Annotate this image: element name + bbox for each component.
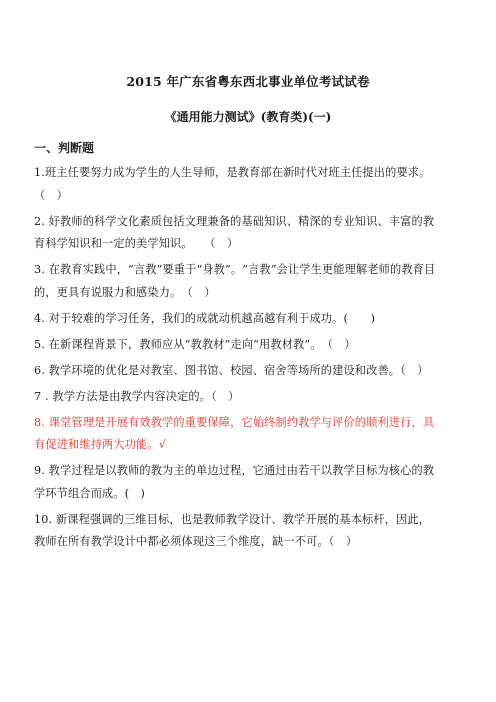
question-text: 9. 教学过程是以教师的教为主的单边过程，它通过由若干以教学目标为核心的教学环节组合而成。( ) [34,464,435,500]
check-mark: √ [158,438,166,451]
question-item [34,509,440,554]
question-text: 8. 课堂管理是开展有效教学的重要保障，它始终制约教学与评价的顺利进行，具有促进和维持两大功能。 [34,415,435,451]
document-subtitle: 《通用能力测试》(教育类)(一) [164,110,332,124]
document-title: 2015 年广东省粤东西北事业单位考试试卷 [126,74,370,89]
question-item [34,334,440,357]
question-item [34,460,440,505]
question-text: 4. 对于较难的学习任务，我们的成就动机越高越有利于成功。( ) [34,311,376,325]
question-item [34,162,440,207]
question-list [34,162,440,557]
question-text: 3. 在教育实践中，“言教”要重于“身教”。“言教”会让学生更能理解老师的教育目的，更具有说服力和感染力。 （ ） [34,263,436,299]
question-item-highlighted [34,412,440,457]
question-item [34,386,440,409]
question-text: 5. 在新课程背景下，教师应从“教教材”走向“用教材教”。 （ ） [34,337,356,351]
question-item [34,308,440,331]
question-item [34,259,440,304]
question-text: 10. 新课程强调的三维目标，也是教师教学设计、教学开展的基本标杆，因此，教师在所有教学设计中都必须体现这三个维度，缺一不可。（ ） [34,512,431,548]
question-item [34,211,440,256]
question-text: 6. 教学环境的优化是对教室、图书馆、校园、宿舍等场所的建设和改善。（ ） [34,363,429,377]
section-heading: 一、判断题 [34,141,95,155]
question-text: 2. 好教师的科学文化素质包括文理兼备的基础知识、精深的专业知识、丰富的教育科学知识和一定的美学知识。 （ ） [34,214,435,250]
question-item [34,360,440,383]
question-text: 7 . 教学方法是由教学内容决定的。（ ） [34,389,240,403]
question-text: 1.班主任要努力成为学生的人生导师，是教育部在新时代对班主任提出的要求。（ ） [34,166,431,202]
